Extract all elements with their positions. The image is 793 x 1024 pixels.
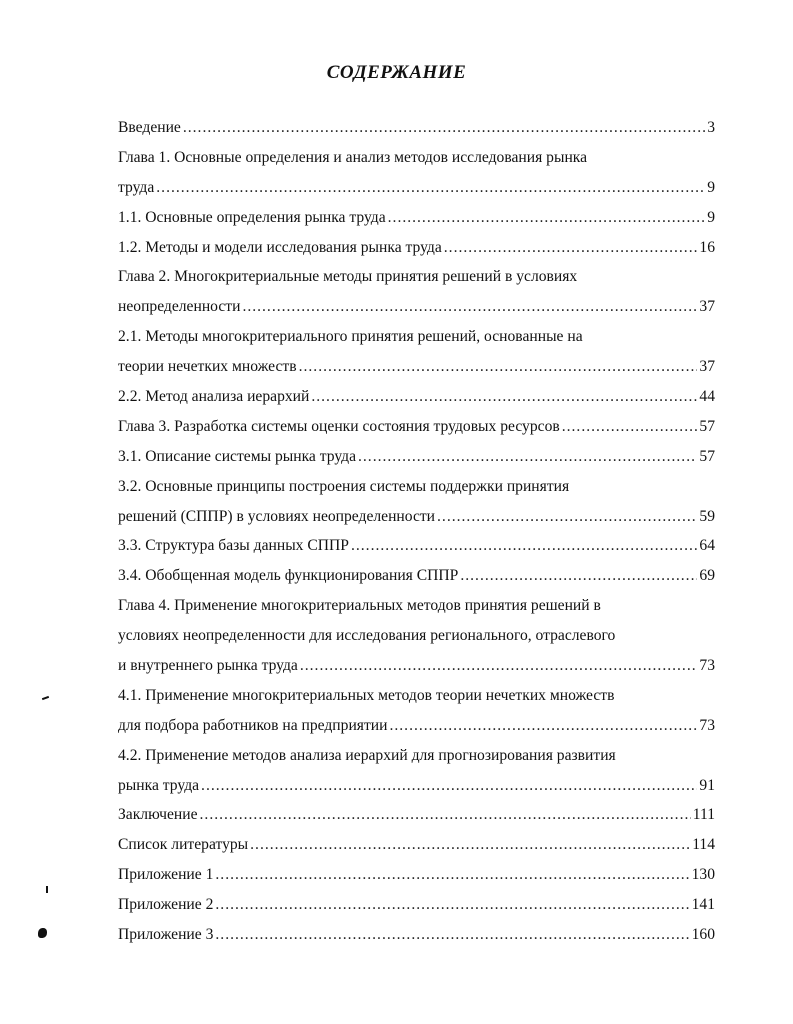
toc-entry-text: 1.1. Основные определения рынка труда — [118, 208, 386, 226]
toc-line — [118, 711, 715, 741]
toc-line — [118, 173, 715, 203]
toc-page-number: 3 — [707, 119, 715, 136]
toc-entry-text: 3.4. Обобщенная модель функционирования СППР — [118, 567, 459, 585]
toc-page-number: 59 — [699, 507, 715, 525]
toc-line — [118, 262, 715, 292]
toc-page-number: 73 — [699, 716, 715, 734]
dot-leader — [215, 920, 689, 950]
toc-line — [118, 800, 715, 830]
toc-line — [118, 143, 715, 173]
dot-leader — [201, 771, 697, 801]
toc-page-number: 114 — [692, 836, 715, 854]
dot-leader — [351, 531, 697, 561]
dot-leader — [183, 113, 705, 143]
toc-page-number: 9 — [707, 178, 715, 196]
dot-leader — [300, 651, 698, 681]
toc-line — [118, 651, 715, 681]
toc-line — [118, 920, 715, 950]
toc-page-number: 57 — [699, 417, 715, 435]
toc-line — [118, 591, 715, 621]
toc-line — [118, 860, 715, 890]
toc-entry-text: Приложение 3 — [118, 926, 214, 944]
toc-line — [118, 741, 715, 771]
dot-leader — [311, 382, 697, 412]
dot-leader — [200, 800, 691, 830]
toc-page-number: 57 — [699, 447, 715, 465]
toc-entry-text: Список литературы — [118, 836, 249, 854]
dot-leader — [250, 830, 690, 860]
toc-line — [118, 681, 715, 711]
toc-line — [118, 890, 715, 920]
dot-leader — [388, 203, 706, 233]
scan-speck — [38, 928, 47, 938]
toc-line — [118, 830, 715, 860]
toc-line — [118, 531, 715, 561]
toc-entry-text: Глава 3. Разработка системы оценки состояния трудовых ресурсов — [118, 417, 560, 435]
dot-leader — [215, 860, 689, 890]
toc-entry-text: 2.2. Метод анализа иерархий — [118, 388, 310, 406]
toc-page-number: 111 — [692, 806, 715, 824]
toc-line — [118, 561, 715, 591]
toc-entry-text: 4.1. Применение многокритериальных методов теории нечетких множеств — [118, 686, 615, 704]
toc-entry-text: Заключение — [118, 806, 198, 824]
dot-leader — [299, 352, 698, 382]
toc-page-number: 91 — [699, 776, 715, 794]
toc-entry-text: Приложение 2 — [118, 896, 214, 914]
toc-page-number: 64 — [699, 537, 715, 555]
toc-page-number: 16 — [699, 238, 715, 256]
dot-leader — [444, 233, 698, 263]
dot-leader — [460, 561, 697, 591]
toc-entry-text: Глава 1. Основные определения и анализ методов исследования рынка — [118, 148, 588, 166]
page-title: СОДЕРЖАНИЕ — [326, 62, 467, 83]
toc-entry-text: Введение — [118, 119, 181, 136]
toc-line — [118, 352, 715, 382]
scan-speck — [42, 696, 49, 700]
toc-entry-text: рынка труда — [118, 776, 200, 794]
dot-leader — [358, 442, 697, 472]
toc-line — [118, 113, 715, 143]
toc-entry-text: для подбора работников на предприятии — [118, 716, 388, 734]
table-of-contents — [118, 113, 715, 950]
dot-leader — [242, 292, 697, 322]
toc-page-number: 130 — [691, 866, 715, 884]
toc-line — [118, 382, 715, 412]
toc-entry-text: 3.2. Основные принципы построения системы поддержки принятия — [118, 477, 570, 495]
dot-leader — [437, 502, 697, 532]
dot-leader — [215, 890, 689, 920]
toc-entry-text: 3.3. Структура базы данных СППР — [118, 537, 349, 555]
scan-speck — [46, 886, 48, 893]
toc-page-number: 73 — [699, 657, 715, 675]
toc-line — [118, 621, 715, 651]
toc-page-number: 160 — [691, 926, 715, 944]
dot-leader — [562, 412, 698, 442]
toc-line — [118, 233, 715, 263]
toc-entry-text: теории нечетких множеств — [118, 358, 297, 376]
toc-page-number: 37 — [699, 298, 715, 316]
toc-page-number: 69 — [699, 567, 715, 585]
toc-entry-text: решений (СППР) в условиях неопределенности — [118, 507, 436, 525]
toc-line — [118, 203, 715, 233]
toc-page-number: 141 — [691, 896, 715, 914]
toc-entry-text: 4.2. Применение методов анализа иерархий для прогнозирования развития — [118, 746, 616, 764]
toc-entry-text: Глава 4. Применение многокритериальных методов принятия решений в — [118, 597, 601, 615]
toc-line — [118, 292, 715, 322]
toc-entry-text: неопределенности — [118, 298, 241, 316]
dot-leader — [389, 711, 697, 741]
toc-line — [118, 472, 715, 502]
toc-line — [118, 502, 715, 532]
dot-leader — [156, 173, 705, 203]
toc-line — [118, 442, 715, 472]
toc-entry-text: труда — [118, 178, 155, 196]
toc-line — [118, 771, 715, 801]
toc-entry-text: 3.1. Описание системы рынка труда — [118, 447, 356, 465]
toc-line — [118, 322, 715, 352]
toc-entry-text: 1.2. Методы и модели исследования рынка труда — [118, 238, 442, 256]
toc-entry-text: 2.1. Методы многокритериального принятия решений, основанные на — [118, 328, 583, 346]
toc-page-number: 9 — [707, 208, 715, 226]
toc-entry-text: Приложение 1 — [118, 866, 214, 884]
toc-page-number: 37 — [699, 358, 715, 376]
toc-line — [118, 412, 715, 442]
toc-page-number: 44 — [699, 388, 715, 406]
toc-entry-text: и внутреннего рынка труда — [118, 657, 298, 675]
toc-entry-text: условиях неопределенности для исследования регионального, отраслевого — [118, 627, 616, 645]
toc-entry-text: Глава 2. Многокритериальные методы принятия решений в условиях — [118, 268, 578, 286]
